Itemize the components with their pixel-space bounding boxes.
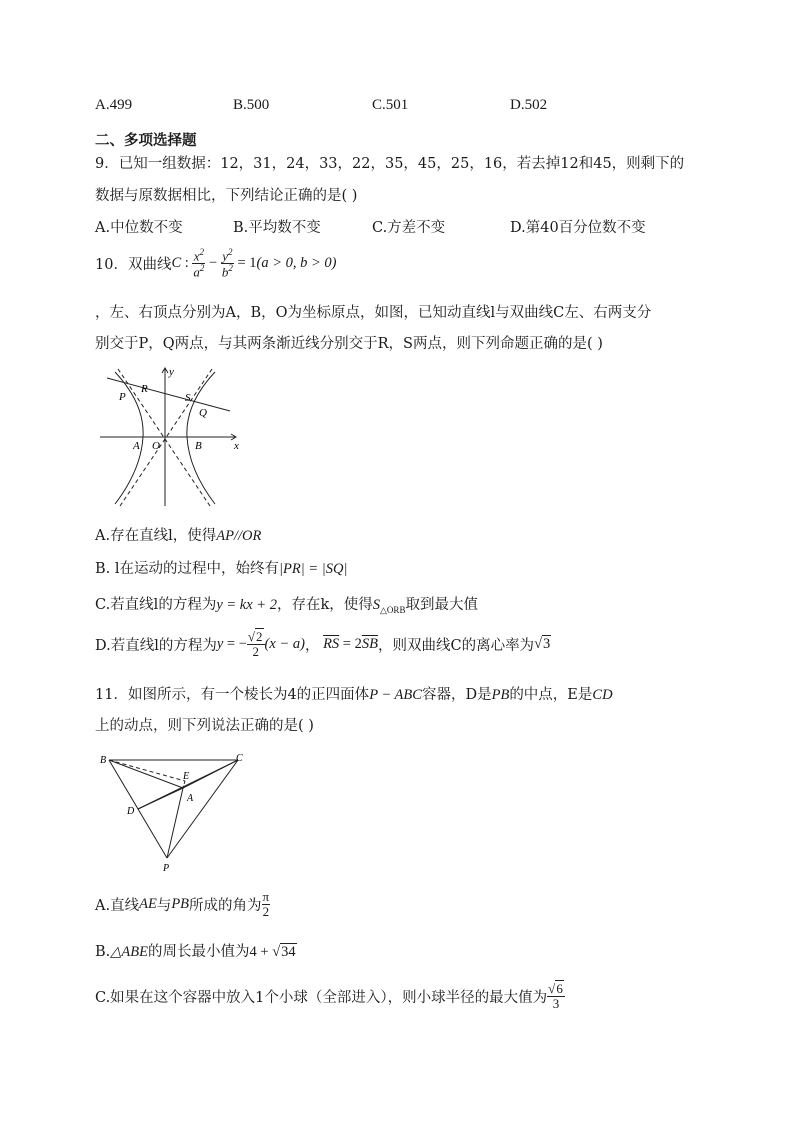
q10-condition: (a > 0, b > 0) (256, 254, 337, 271)
q10-option-b: B. l在运动的过程中，始终有|PR| = |SQ| (95, 561, 348, 577)
fig-label-s: S (185, 392, 191, 404)
fig-label-d2: D (127, 806, 135, 817)
q11-option-b: B.△ABE的周长最小值为4 + √34 (95, 944, 296, 960)
q11-line2: 上的动点，则下列说法正确的是( ) (95, 718, 314, 734)
q11-option-c: C.如果在这个容器中放入1个小球（全部进入），则小球半径的最大值为 $\frac{√6}{3}$ (95, 981, 563, 1011)
fig-label-b: B (195, 440, 202, 452)
q8-option-a: A.499 (95, 97, 133, 113)
q11-option-a: A.直线 AE 与 PB 所成的角为 $\frac{\pi}{2}$ (95, 889, 270, 919)
q9-option-a: A.中位数不变 (95, 220, 183, 236)
fig-label-c2: C (236, 753, 243, 764)
hyperbola-figure (95, 364, 245, 509)
q10-frac-x: $\frac{x^2}{a^2}$ (193, 247, 205, 280)
fig-label-a2: A (187, 793, 194, 804)
q10-curve-name: C (171, 254, 182, 271)
q9-option-d: D.第40百分位数不变 (510, 220, 646, 236)
tetrahedron-figure (95, 748, 255, 874)
q10-number: 10．双曲线 (95, 256, 172, 273)
q9-option-b: B.平均数不变 (233, 220, 321, 236)
fig-label-p: P (119, 391, 126, 403)
fig-label-b2: B (100, 755, 107, 766)
q9-line1: 9．已知一组数据：12，31，24，33，22，35，45，25，16，若去掉12和45，则剩下的 (95, 156, 685, 172)
q10-option-d: D.若直线l的方程为 y = − $\frac{√2}{2}$ (x − a) ， $\overline{RS}$ = 2 $\overline{SB}$ ，则双曲线C的离心率为 √3 (95, 629, 551, 659)
fig-label-r: R (141, 383, 148, 395)
q10-option-c: C.若直线l的方程为y = kx + 2，存在k，使得$S_{\triangle ORB}$取到最大值 (95, 597, 478, 615)
q9-option-c: C.方差不变 (372, 220, 446, 236)
fig-label-p2: P (163, 863, 170, 874)
q9-line2: 数据与原数据相比，下列结论正确的是( ) (95, 188, 358, 204)
q11-line1: 11．如图所示，有一个棱长为4的正四面体P − ABC容器，D是PB的中点，E是CD (95, 687, 613, 703)
q8-option-d: D.502 (510, 97, 548, 113)
fig-label-q: Q (199, 407, 207, 419)
fig-label-x: x (234, 440, 239, 452)
fig-label-a: A (133, 440, 140, 452)
q10-stem: 10．双曲线 C : $\frac{x^2}{a^2}$ − $\frac{y^2}{b^2}$ = 1 (a > 0, b > 0) (95, 247, 337, 280)
q10-line2: ，左、右顶点分别为A，B，O为坐标原点，如图，已知动直线l与双曲线C左、右两支分 (95, 305, 652, 321)
q10-line3: 别交于P，Q两点，与其两条渐近线分别交于R，S两点，则下列命题正确的是( ) (95, 336, 603, 352)
q8-option-c: C.501 (372, 97, 409, 113)
q8-option-b: B.500 (233, 97, 270, 113)
fig-label-y: y (169, 366, 174, 378)
q10-option-a: A.存在直线l，使得AP//OR (95, 528, 262, 544)
section-title: 二、多项选择题 (95, 133, 197, 149)
fig-label-e2: E (183, 771, 190, 782)
q10-frac-y: $\frac{y^2}{b^2}$ (221, 247, 233, 280)
fig-label-o: O (152, 440, 160, 452)
